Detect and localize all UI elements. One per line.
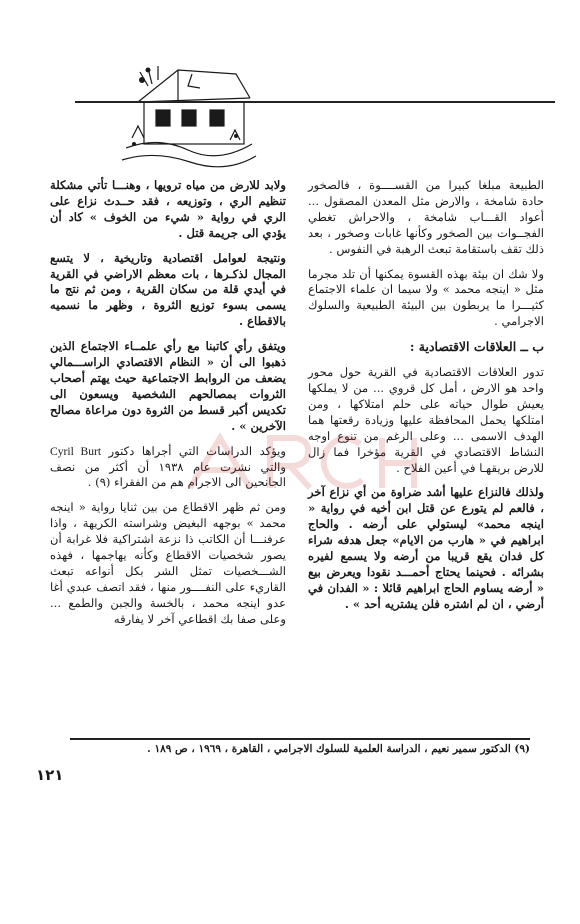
paragraph: الطبيعة مبلغا كبيرا من القســــوة ، فالصخور حادة شامخة ، والارض مثل المعدن المصقول ... أعواد القـــاب شامخة ، والاحراش تغطي الفجــوات بين الصخور وكأنها غابات وصخور ، بعد ذلك تقف باستقامة تبعث الرهبة في النفوس .	[308, 178, 544, 256]
header-rule	[75, 101, 555, 103]
paragraph-bold: ولابد للارض من مياه ترويها ، وهنـــا تأتي مشكلة تنظيم الري ، وتوزيعه ، فقد حــدث نزاع على الري في رواية « شيء من الخوف » كاد أن يؤدي الى جريمة قتل .	[50, 178, 286, 240]
paragraph-bold: ونتيجة لعوامل اقتصادية وتاريخية ، لا يتسع المجال لذكـرها ، بات معظم الاراضي في القرية في أيدي قلة من سكان القرية ، ومن ثم نتج ما يسمى بسوء توزيع الثروة ، وظهر ما نسميه بالاقطاع .	[50, 250, 286, 329]
author-name-latin: Cyril Burt	[50, 444, 102, 458]
paragraph-text: ويؤكد الدراسات التي أجراها دكتور	[108, 443, 287, 458]
paragraph: ولا شك ان بيئة بهذه القسوة يمكنها أن تلد مجرما مثل « اينجه محمد » ولا سيما ان علماء الاجتماع كثيـــرا ما يربطون بين البيئة الطبيعية والسلوك الاجرامي .	[308, 266, 544, 329]
paragraph: تدور العلاقات الاقتصادية في القرية حول محور واحد هو الارض ، أمل كل قروي ... من لا يملكها يعيش طوال حياته على حلم امتلاكها ، ومن امتلكها يحمل المحافظة عليها وزيادة رقعتها هما الهدف الاسمى ... وعلى الرغم من تنوع اوجه النشاط الاقتصادي في القرية مؤخرا فما زال للارض بريقهـا في أعين الفلاح .	[308, 365, 544, 475]
paragraph-text: والتي نشرت عام ١٩٣٨ أن أكثر من نصف الجانحين الى الاجرام هم من الفقراء (٩) .	[50, 459, 286, 490]
section-heading: ب ــ العلاقات الاقتصادية :	[409, 339, 544, 355]
footnote-rule	[70, 738, 530, 740]
paragraph-bold: ولذلك فالنزاع عليها أشد ضراوة من أي نزاع آخر ، فالعم لم يتورع عن قتل ابن أخيه في رواية « اينجه محمد» ليستولي على أرضه . والحاج ابراهيم في « هارب من الايام» جعل هدفه شراء كل فدان يقع قريبا من أرضه ولا يسمع لفيره بشرائه . فحينما يحتاج أحمـــد نقودا ويعرض بيع « أرضه يساوم الحاج ابراهيم قائلا : « الفدان في أرضي ، ان لم اشتره فلن يشتريه أحد » .	[308, 485, 544, 611]
left-column	[50, 178, 286, 637]
paragraph-bold: ويتفق رأي كاتبنا مع رأي علمــاء الاجتماع الذين ذهبوا الى أن « النظام الاقتصادي الراســـمالي يضعف من الروابط الاجتماعية حيث يهتم أصحاب الثروات بمصالحهم الشخصية ويسعون الى تكديس أكبر قسط من الثروة دون مراعاة مصالح الآخرين » .	[50, 339, 286, 433]
page-number: ١٢١	[36, 766, 64, 784]
paragraph	[50, 444, 286, 492]
right-column	[308, 178, 544, 622]
footnote: (٩) الدكتور سمير نعيم ، الدراسة العلمية للسلوك الاجرامي ، القاهرة ، ١٩٦٩ ، ص ١٨٩ .	[147, 743, 530, 755]
paragraph: ومن ثم ظهر الاقطاع من بين ثنايا رواية « اينجه محمد » بوجهه البغيض وشراسته الكريهة ، واذا عرفنـــا أن الكاتب ذا نزعة اشتراكية فلا غرابة أن يصور شخصيات الاقطاع وكأنه يهاجمها ، فهذه الشـــخصيات تمثل الشر بكل أنواعه تبعث القاريء على النفــــور منها ، فقد اتصف عبدي أغا عدو اينجه محمد ، بالخسة والجبن والطمع ... وعلى صفا بك اقطاعي آخر لا يفارقه	[50, 500, 286, 626]
village-house-illustration	[118, 40, 258, 168]
